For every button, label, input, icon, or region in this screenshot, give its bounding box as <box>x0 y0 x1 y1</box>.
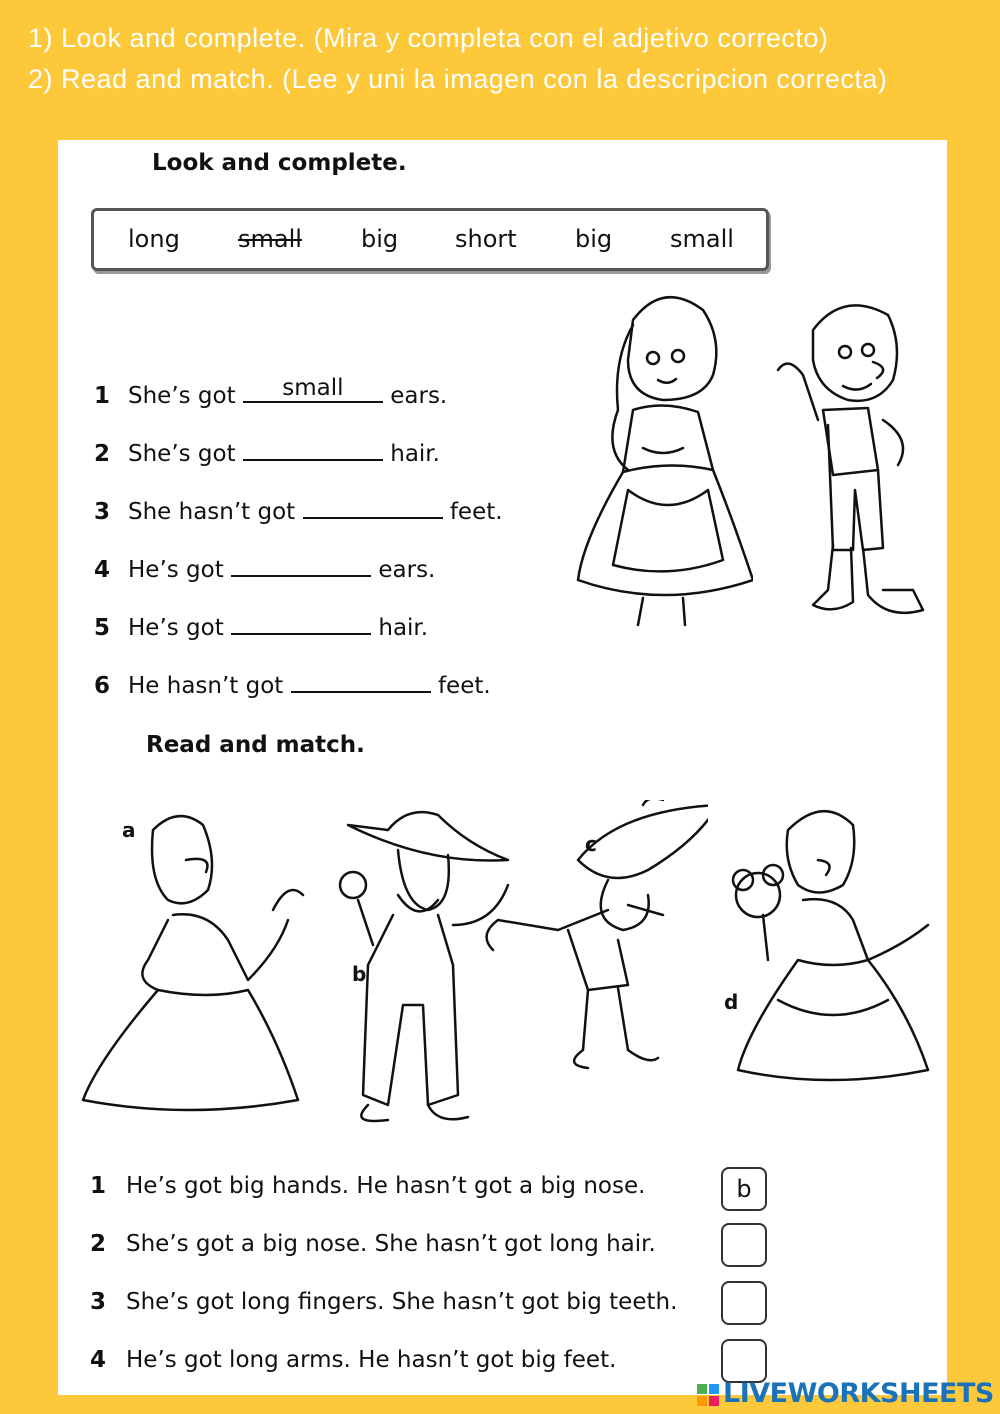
sentence-text: He’s got big hands. He hasn’t got a big nose. <box>126 1173 646 1199</box>
instruction-2: 2) Read and match. (Lee y uni la imagen con la descripcion correcta) <box>28 64 888 94</box>
character-label-d: d <box>724 990 739 1014</box>
question-text: She hasn’t got <box>128 499 296 525</box>
match-answer-box-2[interactable] <box>721 1223 767 1267</box>
word-bank-item: short <box>455 225 517 253</box>
section2-title: Read and match. <box>146 732 365 758</box>
question-text: He’s got <box>128 557 224 583</box>
match-answer-box-3[interactable] <box>721 1281 767 1325</box>
sentence-number: 3 <box>90 1289 107 1315</box>
worksheet <box>58 140 947 1395</box>
question-text: He hasn’t got <box>128 673 284 699</box>
question-6 <box>94 667 491 699</box>
question-text: feet. <box>449 499 503 525</box>
answer-text: small <box>282 375 344 401</box>
character-label-b: b <box>352 962 367 986</box>
question-5 <box>94 609 428 641</box>
instructions <box>28 18 988 100</box>
sentence-number: 1 <box>90 1173 107 1199</box>
question-text: She’s got <box>128 441 236 467</box>
match-sentence-2 <box>90 1231 656 1257</box>
old-woman-illustration <box>78 800 318 1120</box>
word-bank-item-crossed: small <box>238 225 302 253</box>
instruction-1: 1) Look and complete. (Mira y completa con el adjetivo correcto) <box>28 23 829 53</box>
word-bank <box>91 208 769 271</box>
question-text: She’s got <box>128 383 236 409</box>
liveworksheets-icon <box>696 1383 720 1407</box>
match-sentence-1 <box>90 1173 645 1199</box>
young-woman-illustration <box>718 800 943 1100</box>
word-bank-item: big <box>575 225 613 253</box>
word-bank-item: small <box>670 225 734 253</box>
question-number: 1 <box>94 383 111 409</box>
question-text: ears. <box>378 557 436 583</box>
word-bank-item: long <box>128 225 180 253</box>
word-bank-item: big <box>361 225 399 253</box>
question-number: 5 <box>94 615 111 641</box>
question-1 <box>94 377 447 409</box>
sentence-text: He’s got long arms. He hasn’t got big feet. <box>126 1347 617 1373</box>
boy-illustration <box>773 290 953 650</box>
question-text: He’s got <box>128 615 224 641</box>
character-label-a: a <box>122 818 136 842</box>
character-label-c: c <box>585 832 597 856</box>
question-text: feet. <box>437 673 491 699</box>
question-number: 4 <box>94 557 111 583</box>
answer-blank[interactable] <box>231 551 371 577</box>
answer-blank[interactable] <box>243 377 383 403</box>
match-answer-box-1[interactable]: b <box>721 1167 767 1211</box>
answer-blank[interactable] <box>243 435 383 461</box>
section1-title: Look and complete. <box>152 150 407 176</box>
match-answer-box-4[interactable] <box>721 1339 767 1383</box>
question-number: 2 <box>94 441 111 467</box>
answer-blank[interactable] <box>303 493 443 519</box>
question-2 <box>94 435 440 467</box>
sentence-number: 4 <box>90 1347 107 1373</box>
question-number: 6 <box>94 673 111 699</box>
sentence-number: 2 <box>90 1231 107 1257</box>
bowing-man-illustration <box>468 800 708 1100</box>
question-number: 3 <box>94 499 111 525</box>
brand-name: LIVEWORKSHEETS <box>723 1378 994 1409</box>
question-3 <box>94 493 503 525</box>
answer-blank[interactable] <box>231 609 371 635</box>
match-sentence-3 <box>90 1289 677 1315</box>
match-sentence-4 <box>90 1347 616 1373</box>
question-text: hair. <box>378 615 429 641</box>
question-4 <box>94 551 435 583</box>
sentence-text: She’s got long fingers. She hasn’t got big teeth. <box>126 1289 678 1315</box>
girl-illustration <box>573 280 753 650</box>
question-text: ears. <box>390 383 448 409</box>
question-text: hair. <box>390 441 440 467</box>
sentence-text: She’s got a big nose. She hasn’t got long hair. <box>126 1231 656 1257</box>
liveworksheets-logo <box>696 1378 994 1409</box>
answer-blank[interactable] <box>291 667 431 693</box>
